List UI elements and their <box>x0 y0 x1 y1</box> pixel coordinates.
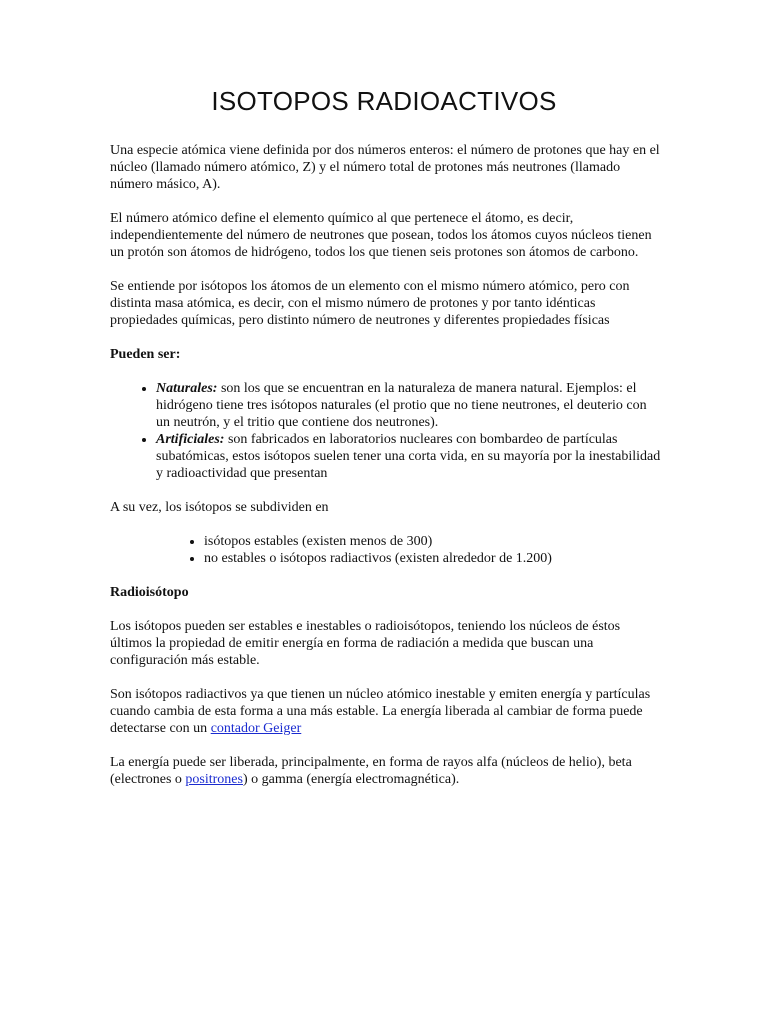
paragraph-energy: La energía puede ser liberada, principalmente, en forma de rayos alfa (núcleos de helio), beta (electrones o positrones) o gamma (energía electromagnética). <box>110 755 632 787</box>
document-title: ISOTOPOS RADIOACTIVOS <box>211 86 557 116</box>
isotope-types-list <box>110 380 662 482</box>
paragraph-subdivision: A su vez, los isótopos se subdividen en <box>110 500 329 515</box>
paragraph-isotopes: Se entiende por isótopos los átomos de un elemento con el mismo número atómico, pero con distinta masa atómica, es decir, con el mismo número de protones y por tanto idénticas propiedades químicas, pero distinto número de neutrones y diferentes propiedades físicas <box>110 279 630 328</box>
paragraph-radioactive: Son isótopos radiactivos ya que tienen un núcleo atómico inestable y emiten energía y partículas cuando cambia de esta forma a una más estable. La energía liberada al cambiar de forma puede detectarse con un contador Geiger <box>110 687 651 736</box>
description-natural: son los que se encuentran en la naturaleza de manera natural. Ejemplos: el hidrógeno tiene tres isótopos naturales (el protio que no tiene neutrones, el deuterio con un neutrón, y el tritio que contiene dos neutrones). <box>156 381 647 430</box>
list-item-unstable: • no estables o isótopos radiactivos (existen alrededor de 1.200) <box>204 550 662 567</box>
heading-types: Pueden ser: <box>110 347 181 362</box>
document-body <box>110 142 662 805</box>
heading-radioisotope: Radioisótopo <box>110 585 189 600</box>
list-item-natural: • Naturales: son los que se encuentran en la naturaleza de manera natural. Ejemplos: el hidrógeno tiene tres isótopos naturales (el protio que no tiene neutrones, el deuterio con un neutrón, y el tritio que contiene dos neutrones). <box>156 380 662 431</box>
paragraph-atomic-number: El número atómico define el elemento químico al que pertenece el átomo, es decir, independientemente del número de neutrones que posean, todos los átomos cuyos núcleos tienen un protón son átomos de hidrógeno, todos los que tienen seis protones son átomos de carbono. <box>110 211 652 260</box>
geiger-counter-link[interactable]: contador Geiger <box>210 721 302 736</box>
term-artificial: Artificiales <box>156 432 220 447</box>
positrons-link[interactable]: positrones <box>185 772 243 787</box>
description-artificial: son fabricados en laboratorios nucleares con bombardeo de partículas subatómicas, estos isótopos suelen tener una corta vida, en su mayoría por la inestabilidad y radioactividad que presentan <box>156 432 661 481</box>
list-item-stable: • isótopos estables (existen menos de 300) <box>204 533 662 550</box>
term-natural: Naturales <box>156 381 213 396</box>
list-item-artificial: • Artificiales: son fabricados en laboratorios nucleares con bombardeo de partículas subatómicas, estos isótopos suelen tener una corta vida, en su mayoría por la inestabilidad y radioactividad que presentan <box>156 431 662 482</box>
paragraph-definition: Una especie atómica viene definida por dos números enteros: el número de protones que hay en el núcleo (llamado número atómico, Z) y el número total de protones más neutrones (llamado número másico, A). <box>110 143 660 192</box>
isotope-subtypes-list <box>110 533 662 567</box>
paragraph-radioisotopes: Los isótopos pueden ser estables e inestables o radioisótopos, teniendo los núcleos de éstos últimos la propiedad de emitir energía en forma de radiación a medida que buscan una configuración más estable. <box>110 619 621 668</box>
